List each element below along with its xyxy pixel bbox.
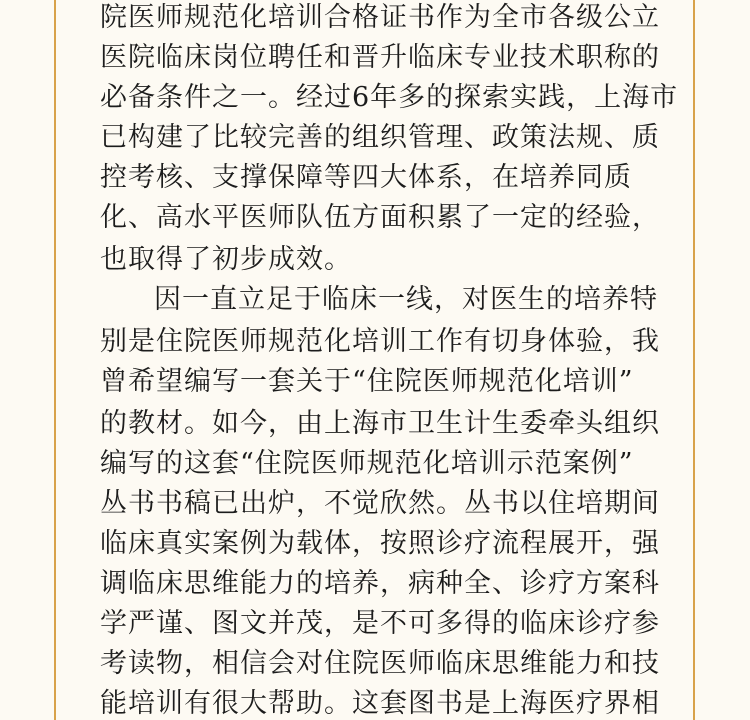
text-line: 的教材。如今，由上海市卫生计生委牵头组织: [100, 408, 660, 439]
text-line: 丛书书稿已出炉，不觉欣然。丛书以住培期间: [100, 488, 660, 519]
text-line: 临床真实案例为载体，按照诊疗流程展开，强: [100, 528, 660, 559]
text-line: 调临床思维能力的培养，病种全、诊疗方案科: [100, 568, 660, 599]
text-line: 必备条件之一。经过6年多的探索实践，上海市: [100, 82, 679, 113]
text-line: 能培训有很大帮助。这套图书是上海医疗界相: [100, 688, 660, 719]
text-line: 考读物，相信会对住院医师临床思维能力和技: [100, 648, 660, 679]
text-line: 编写的这套“住院医师规范化培训示范案例”: [100, 448, 634, 479]
text-line: 曾希望编写一套关于“住院医师规范化培训”: [100, 366, 634, 397]
text-line: 医院临床岗位聘任和晋升临床专业技术职称的: [100, 42, 660, 73]
text-line: 已构建了比较完善的组织管理、政策法规、质: [100, 122, 660, 153]
text-line: 别是住院医师规范化培训工作有切身体验，我: [100, 326, 660, 357]
left-border-line: [54, 0, 56, 720]
text-line: 也取得了初步成效。: [100, 244, 352, 275]
text-line: 学严谨、图文并茂，是不可多得的临床诊疗参: [100, 608, 660, 639]
text-line: 化、高水平医师队伍方面积累了一定的经验，: [100, 202, 660, 233]
text-line: 院医师规范化培训合格证书作为全市各级公立: [100, 2, 660, 33]
paragraph-first-line: 因一直立足于临床一线，对医生的培养特: [154, 284, 658, 315]
text-line: 控考核、支撑保障等四大体系，在培养同质: [100, 162, 632, 193]
right-border-line: [693, 0, 695, 720]
